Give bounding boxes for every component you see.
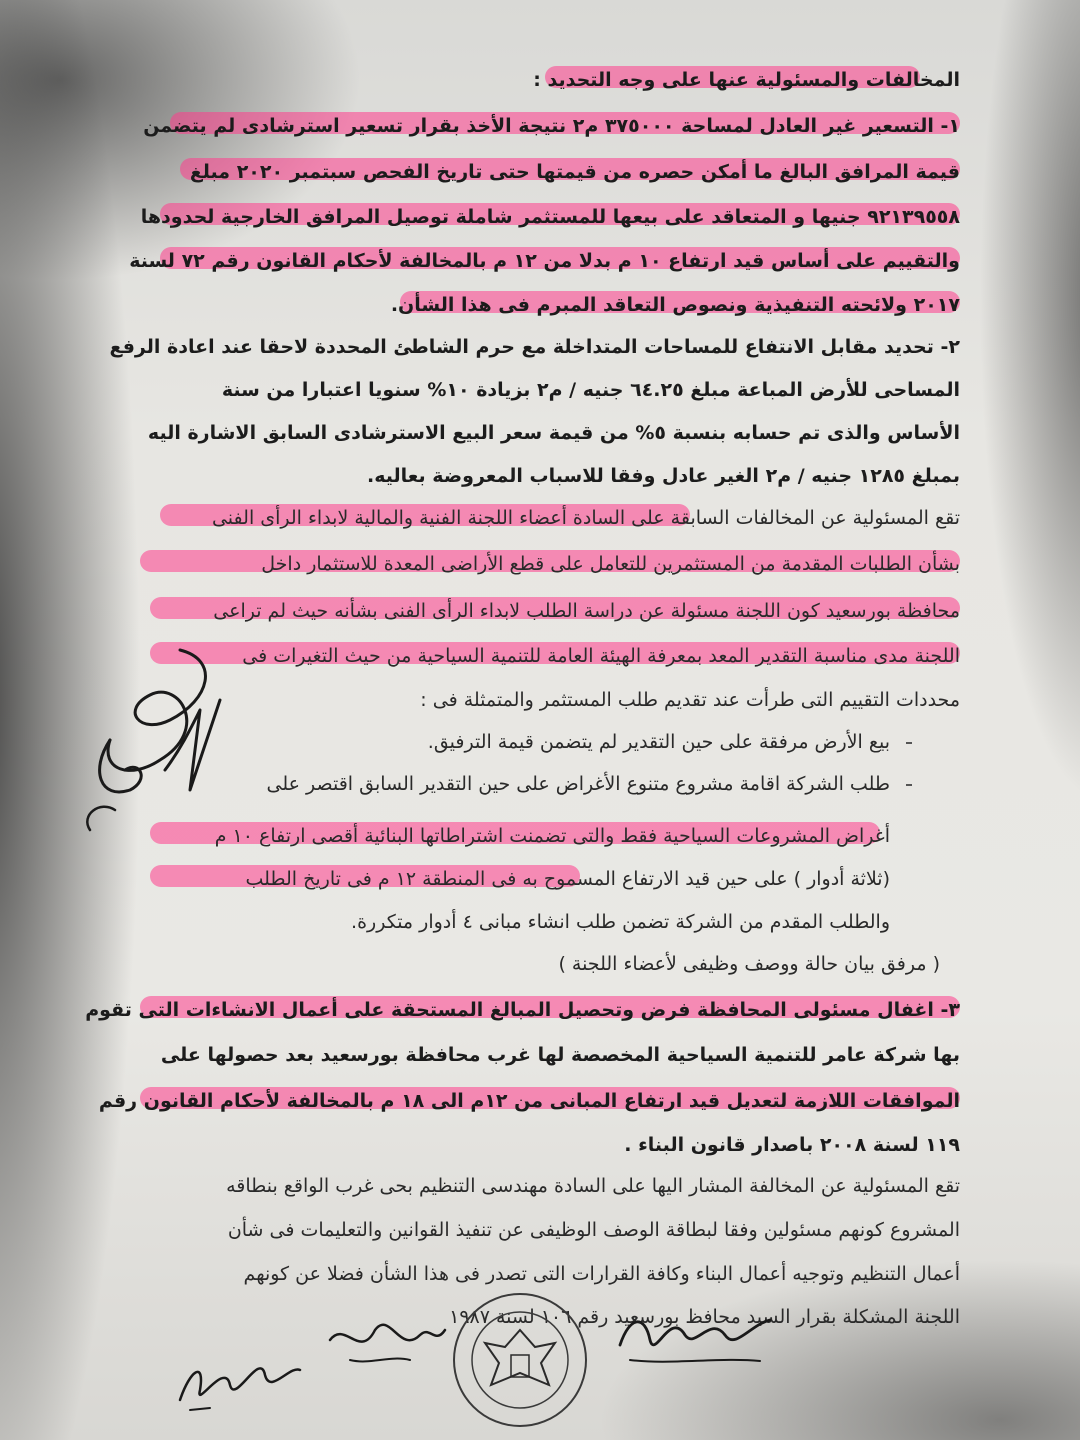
section-2-line-4: بمبلغ ١٢٨٥ جنيه / م٢ الغير عادل وفقا للاسباب المعروضة بعاليه. <box>367 465 960 487</box>
signature-bottom-2-icon <box>320 1300 450 1380</box>
eagle-seal-stamp-icon <box>445 1285 595 1435</box>
bullet-item-1: بيع الأرض مرفقة على حين التقدير لم يتضمن قيمة الترفيق. <box>427 731 890 753</box>
signature-bottom-1-icon <box>170 1330 310 1420</box>
section-1-line-3: ٩٢١٣٩٥٥٨ جنيها و المتعاقد على بيعها للمستثمر شاملة توصيل المرافق الخارجية لحدودها <box>140 206 960 228</box>
responsibility-1-line-5: محددات التقييم التى طرأت عند تقديم طلب المستثمر والمتمثلة فى : <box>420 689 960 711</box>
signature-bottom-3-icon <box>610 1295 780 1375</box>
section-3-line-3: الموافقات اللازمة لتعديل قيد ارتفاع المبانى من ١٢م الى ١٨ م بالمخالفة لأحكام القانون رقم <box>98 1090 960 1112</box>
section-1-line-5: ٢٠١٧ ولائحته التنفيذية ونصوص التعاقد المبرم فى هذا الشأن. <box>390 294 960 316</box>
section-1-line-4: والتقييم على أساس قيد ارتفاع ١٠ م بدلا من ١٢ م بالمخالفة لأحكام القانون رقم ٧٢ لسنة <box>129 250 960 272</box>
bullet-item-2-cont-2: (ثلاثة أدوار ) على حين قيد الارتفاع المسموح به فى المنطقة ١٢ م فى تاريخ الطلب <box>245 868 890 890</box>
bullet-marker <box>906 742 912 744</box>
responsibility-2-line-4: اللجنة المشكلة بقرار السيد محافظ بورسعيد رقم ١٠٦ لسنة ١٩٨٧ <box>449 1306 960 1328</box>
section-2-line-1: ٢- تحديد مقابل الانتفاع للمساحات المتداخلة مع حرم الشاطئ المحددة لاحقا عند اعادة الرفع <box>109 336 960 358</box>
section-2-line-3: الأساس والذى تم حسابه بنسبة ٥% من قيمة سعر البيع الاسترشادى السابق الاشارة اليه <box>147 422 960 444</box>
responsibility-1-line-1: تقع المسئولية عن المخالفات السابقة على السادة أعضاء اللجنة الفنية والمالية لابداء الرأى الفنى <box>211 507 960 529</box>
responsibility-1-line-4: اللجنة مدى مناسبة التقدير المعد بمعرفة الهيئة العامة للتنمية السياحية من حيث التغيرات فى <box>242 645 960 667</box>
section-1-line-2: قيمة المرافق البالغ ما أمكن حصره من قيمتها حتى تاريخ الفحص سبتمبر ٢٠٢٠ مبلغ <box>189 161 960 183</box>
responsibility-1-line-2: بشأن الطلبات المقدمة من المستثمرين للتعامل على قطع الأراضى المعدة للاستثمار داخل <box>261 553 960 575</box>
section-3-line-2: بها شركة عامر للتنمية السياحية المخصصة لها غرب محافظة بورسعيد بعد حصولها على <box>160 1044 960 1066</box>
section-1-line-1: ١- التسعير غير العادل لمساحة ٣٧٥٠٠٠ م٢ نتيجة الأخذ بقرار تسعير استرشادى لم يتضمن <box>143 115 960 137</box>
section-heading: المخالفات والمسئولية عنها على وجه التحديد : <box>533 69 960 91</box>
responsibility-2-line-3: أعمال التنظيم وتوجيه أعمال البناء وكافة القرارات التى تصدر فى هذا الشأن فضلا عن كونهم <box>243 1263 960 1285</box>
attachment-note: ( مرفق بيان حالة ووصف وظيفى لأعضاء اللجنة ) <box>558 953 940 975</box>
bullet-item-2: طلب الشركة اقامة مشروع متنوع الأغراض على حين التقدير السابق اقتصر على <box>266 773 890 795</box>
responsibility-2-line-1: تقع المسئولية عن المخالفة المشار اليها على السادة مهندسى التنظيم بحى غرب الواقع بنطاقه <box>226 1175 960 1197</box>
bullet-marker <box>906 784 912 786</box>
bullet-item-2-cont-1: أغراض المشروعات السياحية فقط والتى تضمنت اشتراطاتها البنائية أقصى ارتفاع ١٠ م <box>214 825 890 847</box>
responsibility-1-line-3: محافظة بورسعيد كون اللجنة مسئولة عن دراسة الطلب لابداء الرأى الفنى بشأنه حيث لم تراعى <box>213 600 960 622</box>
signature-left-margin-icon <box>70 640 240 860</box>
bullet-item-2-cont-3: والطلب المقدم من الشركة تضمن طلب انشاء مبانى ٤ أدوار متكررة. <box>351 911 890 933</box>
section-2-line-2: المساحى للأرض المباعة مبلغ ٦٤.٢٥ جنيه / م٢ بزيادة ١٠% سنويا اعتبارا من سنة <box>221 379 960 401</box>
section-3-line-1: ٣- اغفال مسئولى المحافظة فرض وتحصيل المبالغ المستحقة على أعمال الانشاءات التى تقوم <box>85 999 960 1021</box>
section-3-line-4: ١١٩ لسنة ٢٠٠٨ باصدار قانون البناء . <box>624 1134 960 1156</box>
responsibility-2-line-2: المشروع كونهم مسئولين وفقا لبطاقة الوصف الوظيفى عن تنفيذ القوانين والتعليمات فى شأن <box>227 1219 960 1241</box>
